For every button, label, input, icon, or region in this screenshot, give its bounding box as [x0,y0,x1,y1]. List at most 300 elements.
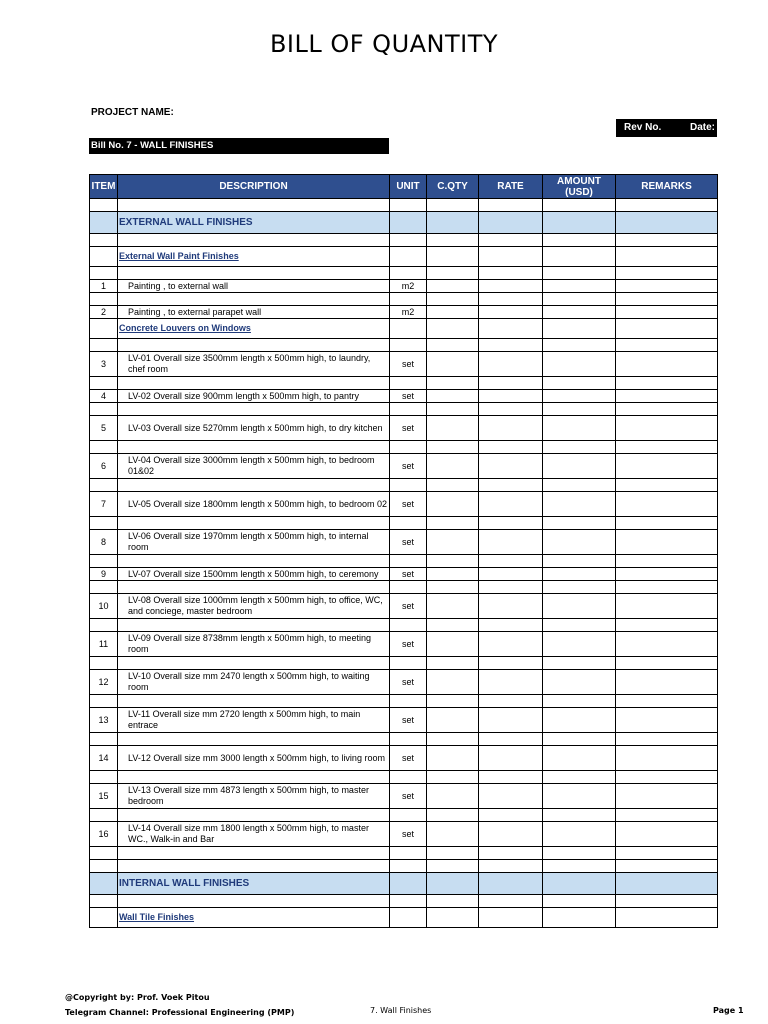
cell-amount [543,339,616,352]
table-row [90,822,718,847]
cell-desc [118,860,390,873]
cell-item [90,809,118,822]
cell-cqty [427,441,479,454]
cell-rate [479,530,543,555]
cell-unit: set [390,492,427,517]
cell-amount [543,492,616,517]
cell-unit [390,733,427,746]
cell-unit [390,860,427,873]
spacer-row [90,479,718,492]
spacer-row [90,234,718,247]
cell-amount [543,403,616,416]
cell-item: 4 [90,390,118,403]
spacer-row [90,733,718,746]
cell-desc [118,517,390,530]
table-row [90,632,718,657]
cell-rate [479,771,543,784]
cell-amount [543,746,616,771]
cell-desc: EXTERNAL WALL FINISHES [118,212,390,234]
cell-rate [479,568,543,581]
bill-title: Bill No. 7 - WALL FINISHES [91,140,214,151]
cell-remarks [616,822,718,847]
cell-unit: set [390,454,427,479]
cell-cqty [427,771,479,784]
cell-rate [479,860,543,873]
cell-unit: m2 [390,280,427,293]
cell-cqty [427,377,479,390]
cell-amount [543,822,616,847]
table-row [90,416,718,441]
cell-desc: LV-05 Overall size 1800mm length x 500mm high, to bedroom 02 [118,492,390,517]
cell-remarks [616,670,718,695]
cell-remarks [616,280,718,293]
cell-item [90,441,118,454]
cell-desc: LV-07 Overall size 1500mm length x 500mm high, to ceremony [118,568,390,581]
cell-item: 12 [90,670,118,695]
cell-rate [479,746,543,771]
cell-remarks [616,390,718,403]
bill-title-bar [89,138,389,154]
cell-rate [479,708,543,733]
cell-remarks [616,234,718,247]
cell-amount [543,619,616,632]
table-row [90,390,718,403]
cell-desc [118,339,390,352]
spacer-row [90,293,718,306]
cell-item: 3 [90,352,118,377]
cell-item: 5 [90,416,118,441]
cell-cqty [427,555,479,568]
spacer-row [90,809,718,822]
cell-amount [543,809,616,822]
cell-item: 15 [90,784,118,809]
spacer-row [90,619,718,632]
cell-item [90,847,118,860]
spacer-row [90,267,718,280]
cell-unit [390,657,427,670]
cell-desc: LV-06 Overall size 1970mm length x 500mm high, to internal room [118,530,390,555]
cell-item: 8 [90,530,118,555]
cell-unit [390,908,427,928]
cell-remarks [616,581,718,594]
cell-rate [479,267,543,280]
cell-amount [543,895,616,908]
cell-amount [543,234,616,247]
table-row [90,530,718,555]
cell-desc: LV-09 Overall size 8738mm length x 500mm high, to meeting room [118,632,390,657]
cell-cqty [427,895,479,908]
cell-rate [479,319,543,339]
cell-desc [118,581,390,594]
table-row [90,492,718,517]
col-header-cqty: C.QTY [427,175,479,199]
cell-cqty [427,352,479,377]
col-header-rate: RATE [479,175,543,199]
spacer-row [90,771,718,784]
cell-rate [479,847,543,860]
cell-amount [543,479,616,492]
cell-desc [118,809,390,822]
cell-amount [543,441,616,454]
footer-page-number: Page 1 [713,1006,744,1015]
cell-remarks [616,895,718,908]
cell-amount [543,908,616,928]
cell-amount [543,568,616,581]
cell-desc [118,234,390,247]
table-row [90,784,718,809]
cell-item [90,695,118,708]
cell-item [90,581,118,594]
cell-unit [390,293,427,306]
cell-amount [543,594,616,619]
cell-desc: LV-11 Overall size mm 2720 length x 500mm high, to main entrace [118,708,390,733]
cell-remarks [616,708,718,733]
cell-item: 9 [90,568,118,581]
cell-remarks [616,555,718,568]
cell-item [90,212,118,234]
subsection-row [90,247,718,267]
cell-cqty [427,581,479,594]
cell-remarks [616,771,718,784]
cell-unit [390,234,427,247]
table-row [90,568,718,581]
cell-cqty [427,708,479,733]
cell-item [90,657,118,670]
cell-cqty [427,306,479,319]
table-row [90,306,718,319]
cell-remarks [616,632,718,657]
boq-table [89,174,718,928]
cell-remarks [616,695,718,708]
cell-amount [543,377,616,390]
spacer-row [90,555,718,568]
cell-desc: LV-10 Overall size mm 2470 length x 500mm high, to waiting room [118,670,390,695]
cell-amount [543,555,616,568]
cell-remarks [616,416,718,441]
cell-item [90,733,118,746]
cell-item: 1 [90,280,118,293]
cell-unit [390,212,427,234]
cell-remarks [616,212,718,234]
cell-rate [479,454,543,479]
table-row [90,352,718,377]
cell-remarks [616,784,718,809]
cell-amount [543,708,616,733]
cell-item: 13 [90,708,118,733]
spacer-row [90,441,718,454]
cell-remarks [616,530,718,555]
footer-channel: Telegram Channel: Professional Engineering (PMP) [65,1008,295,1017]
cell-desc [118,479,390,492]
project-name-label: PROJECT NAME: [91,107,174,118]
cell-desc: LV-03 Overall size 5270mm length x 500mm high, to dry kitchen [118,416,390,441]
cell-unit [390,267,427,280]
cell-unit: set [390,352,427,377]
cell-cqty [427,908,479,928]
cell-amount [543,530,616,555]
cell-cqty [427,860,479,873]
rev-no-label: Rev No. [624,122,662,133]
cell-remarks [616,377,718,390]
cell-rate [479,619,543,632]
cell-desc: External Wall Paint Finishes [118,247,390,267]
cell-amount [543,784,616,809]
cell-item [90,247,118,267]
cell-item [90,339,118,352]
cell-cqty [427,267,479,280]
cell-amount [543,695,616,708]
cell-cqty [427,733,479,746]
cell-item [90,293,118,306]
cell-item [90,403,118,416]
cell-item: 14 [90,746,118,771]
cell-remarks [616,568,718,581]
cell-amount [543,319,616,339]
cell-rate [479,809,543,822]
cell-unit: set [390,416,427,441]
cell-unit: set [390,670,427,695]
cell-rate [479,199,543,212]
cell-cqty [427,319,479,339]
cell-cqty [427,199,479,212]
cell-rate [479,908,543,928]
cell-desc [118,555,390,568]
cell-rate [479,234,543,247]
cell-unit [390,695,427,708]
cell-desc: LV-01 Overall size 3500mm length x 500mm high, to laundry, chef room [118,352,390,377]
cell-rate [479,280,543,293]
spacer-row [90,377,718,390]
cell-cqty [427,847,479,860]
table-row [90,594,718,619]
cell-rate [479,352,543,377]
cell-remarks [616,809,718,822]
cell-amount [543,416,616,441]
col-header-unit: UNIT [390,175,427,199]
cell-unit: set [390,746,427,771]
cell-desc [118,293,390,306]
cell-unit [390,377,427,390]
cell-remarks [616,619,718,632]
document-title: BILL OF QUANTITY [269,30,499,58]
cell-rate [479,403,543,416]
cell-cqty [427,479,479,492]
cell-item [90,860,118,873]
cell-item: 11 [90,632,118,657]
cell-desc: Painting , to external wall [118,280,390,293]
col-header-item: ITEM [90,175,118,199]
cell-remarks [616,454,718,479]
cell-desc [118,695,390,708]
cell-unit [390,809,427,822]
cell-unit [390,479,427,492]
cell-item [90,555,118,568]
spacer-row [90,860,718,873]
cell-cqty [427,492,479,517]
cell-cqty [427,530,479,555]
header-row [90,175,718,199]
cell-rate [479,594,543,619]
cell-remarks [616,860,718,873]
cell-amount [543,873,616,895]
cell-item [90,619,118,632]
cell-unit [390,247,427,267]
cell-unit: set [390,632,427,657]
spacer-row [90,657,718,670]
cell-cqty [427,594,479,619]
cell-unit [390,403,427,416]
cell-amount [543,267,616,280]
cell-amount [543,306,616,319]
cell-desc: Wall Tile Finishes [118,908,390,928]
cell-cqty [427,247,479,267]
cell-amount [543,212,616,234]
cell-rate [479,212,543,234]
cell-cqty [427,339,479,352]
cell-remarks [616,306,718,319]
cell-desc: LV-12 Overall size mm 3000 length x 500mm high, to living room [118,746,390,771]
cell-rate [479,555,543,568]
cell-item [90,873,118,895]
cell-desc [118,377,390,390]
cell-unit [390,847,427,860]
cell-unit: set [390,530,427,555]
cell-amount [543,847,616,860]
cell-cqty [427,293,479,306]
cell-item [90,199,118,212]
cell-unit [390,895,427,908]
cell-item [90,771,118,784]
table-row [90,280,718,293]
cell-amount [543,247,616,267]
cell-desc: Concrete Louvers on Windows [118,319,390,339]
cell-cqty [427,212,479,234]
cell-unit [390,319,427,339]
cell-cqty [427,809,479,822]
cell-desc [118,771,390,784]
cell-remarks [616,352,718,377]
cell-rate [479,632,543,657]
spacer-row [90,581,718,594]
cell-item [90,479,118,492]
cell-item [90,267,118,280]
subsection-row [90,908,718,928]
cell-cqty [427,746,479,771]
cell-item [90,517,118,530]
cell-unit [390,581,427,594]
cell-desc [118,847,390,860]
cell-desc [118,657,390,670]
cell-rate [479,293,543,306]
footer-copyright: @Copyright by: Prof. Voek Pitou [65,993,210,1002]
cell-rate [479,247,543,267]
cell-cqty [427,632,479,657]
spacer-row [90,403,718,416]
cell-desc [118,199,390,212]
cell-remarks [616,199,718,212]
section-row [90,873,718,895]
cell-rate [479,492,543,517]
cell-item [90,319,118,339]
cell-unit: set [390,568,427,581]
spacer-row [90,517,718,530]
table-row [90,670,718,695]
cell-unit [390,339,427,352]
cell-unit: set [390,594,427,619]
cell-item: 7 [90,492,118,517]
cell-remarks [616,293,718,306]
cell-desc: LV-14 Overall size mm 1800 length x 500mm high, to master WC., Walk-in and Bar [118,822,390,847]
cell-cqty [427,619,479,632]
table-row [90,708,718,733]
cell-amount [543,657,616,670]
cell-rate [479,390,543,403]
spacer-row [90,847,718,860]
cell-item: 6 [90,454,118,479]
cell-rate [479,733,543,746]
cell-remarks [616,339,718,352]
cell-amount [543,733,616,746]
cell-desc: LV-02 Overall size 900mm length x 500mm high, to pantry [118,390,390,403]
cell-amount [543,454,616,479]
cell-cqty [427,822,479,847]
cell-remarks [616,733,718,746]
cell-amount [543,390,616,403]
cell-rate [479,784,543,809]
cell-desc [118,403,390,416]
cell-unit [390,199,427,212]
cell-amount [543,293,616,306]
cell-cqty [427,454,479,479]
spacer-row [90,339,718,352]
cell-rate [479,517,543,530]
cell-amount [543,581,616,594]
cell-remarks [616,594,718,619]
cell-cqty [427,784,479,809]
cell-amount [543,771,616,784]
cell-item [90,377,118,390]
cell-cqty [427,873,479,895]
cell-unit: m2 [390,306,427,319]
cell-remarks [616,247,718,267]
cell-remarks [616,746,718,771]
cell-unit [390,619,427,632]
cell-remarks [616,492,718,517]
cell-rate [479,441,543,454]
col-header-remarks: REMARKS [616,175,718,199]
cell-cqty [427,695,479,708]
cell-rate [479,416,543,441]
cell-cqty [427,416,479,441]
cell-desc: LV-13 Overall size mm 4873 length x 500mm high, to master bedroom [118,784,390,809]
cell-remarks [616,441,718,454]
cell-remarks [616,403,718,416]
cell-desc [118,267,390,280]
cell-item: 2 [90,306,118,319]
cell-cqty [427,403,479,416]
cell-unit: set [390,784,427,809]
cell-remarks [616,847,718,860]
cell-unit: set [390,708,427,733]
cell-remarks [616,517,718,530]
cell-desc: INTERNAL WALL FINISHES [118,873,390,895]
cell-item: 16 [90,822,118,847]
cell-rate [479,822,543,847]
cell-cqty [427,517,479,530]
cell-cqty [427,670,479,695]
cell-amount [543,199,616,212]
cell-rate [479,670,543,695]
